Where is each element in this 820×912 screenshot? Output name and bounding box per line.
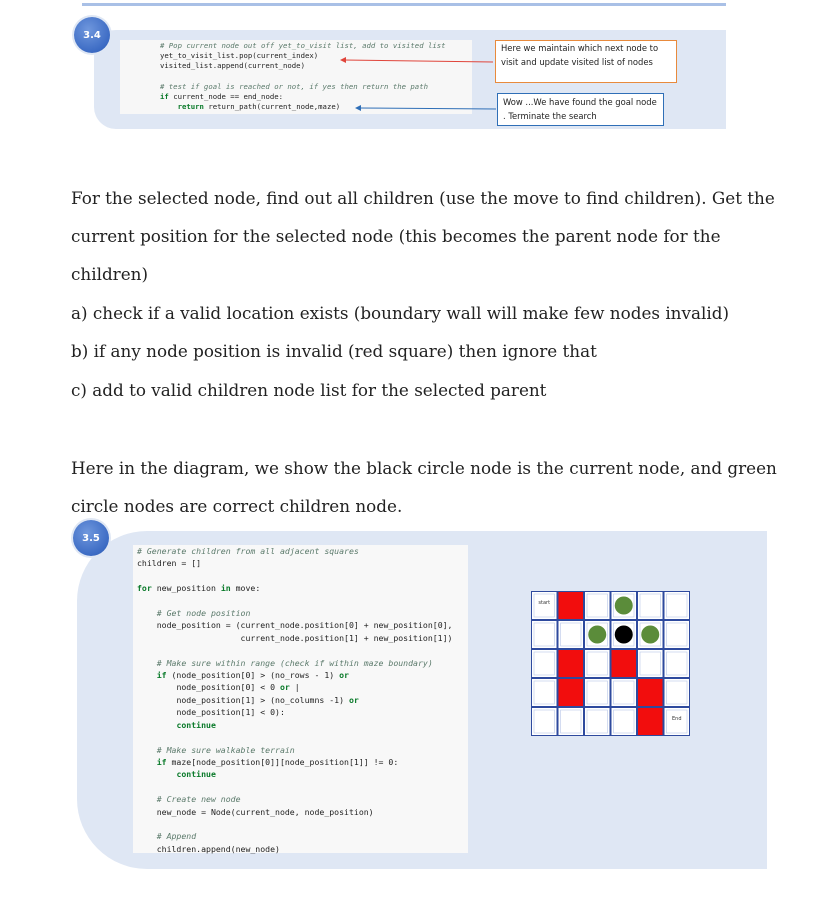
code-keyword: in: [220, 583, 231, 594]
paragraph-line: circle nodes are correct children node.: [71, 496, 403, 516]
code-keyword: if: [156, 756, 167, 767]
code-line: [137, 669, 468, 681]
code-text: [137, 782, 142, 792]
arrow-to-pop-line: [344, 60, 493, 62]
code-text: current_node.position[1] + new_position[1]): [240, 632, 453, 643]
code-comment: # test if goal is reached or not, if yes then return the path: [160, 81, 428, 91]
maze-open-cell: [664, 679, 690, 707]
list-item-c: c) add to valid children node list for the selected parent: [71, 380, 547, 400]
code-lines-3-5: [137, 545, 468, 855]
code-text: children.append(new_node): [156, 843, 280, 854]
code-line: [137, 595, 468, 607]
step-badge-3-4: 3.4: [74, 17, 110, 53]
code-comment: # Make sure within range (check if within maze boundary): [156, 657, 433, 668]
arrow-head-pop: [340, 57, 346, 63]
maze-open-cell: [611, 679, 637, 707]
code-line: [137, 719, 468, 731]
code-line: [137, 706, 468, 718]
code-text: maze[node_position[0]][node_position[1]] != 0:: [166, 756, 399, 767]
paragraph-line: current position for the selected node (this becomes the parent node for the: [71, 226, 721, 246]
code-line: [137, 607, 468, 619]
code-line: [137, 657, 468, 669]
code-text: (node_position[0] > (no_rows - 1): [166, 670, 340, 681]
maze-end-label: End: [671, 716, 682, 722]
maze-wall-cell: [638, 679, 664, 707]
maze-wall-cell: [558, 650, 584, 678]
maze-open-cell: [558, 708, 584, 736]
code-line: [137, 731, 468, 743]
code-keyword: continue: [176, 769, 216, 780]
code-text: new_position: [151, 583, 221, 594]
note-goal-found: Wow ...We have found the goal node . Terminate the search: [497, 93, 664, 126]
code-text: node_position[1] < 0):: [176, 707, 285, 718]
arrow-head-return: [355, 105, 361, 111]
code-text: node_position[1] > (no_columns -1): [176, 694, 349, 705]
maze-open-cell: [585, 679, 611, 707]
code-keyword: or: [348, 694, 359, 705]
code-keyword: continue: [176, 719, 216, 730]
code-line: [137, 545, 468, 557]
maze-open-cell: [585, 650, 611, 678]
callout-arrows: [0, 0, 820, 140]
maze-open-cell: [532, 621, 558, 649]
maze-wall-cell: [558, 592, 584, 620]
code-text: |: [289, 682, 300, 693]
code-text: visited_list.append(current_node): [160, 61, 305, 71]
maze-wall-cell: [558, 679, 584, 707]
maze-open-cell: [664, 592, 690, 620]
code-line: [137, 818, 468, 830]
code-text: node_position = (current_node.position[0] + new_position[0],: [156, 620, 453, 631]
note-visit-list: Here we maintain which next node to visit and update visited list of nodes: [495, 40, 677, 83]
maze-open-cell: [611, 708, 637, 736]
code-comment: # Make sure walkable terrain: [156, 744, 295, 755]
maze-wall-cell: [611, 650, 637, 678]
code-line: [137, 681, 468, 693]
maze-open-cell: [532, 708, 558, 736]
code-text: [137, 732, 142, 742]
code-text: children = []: [137, 558, 202, 569]
code-text: new_node = Node(current_node, node_position): [156, 806, 374, 817]
code-line: [137, 830, 468, 842]
child-node-circle: [615, 597, 633, 615]
code-line: [137, 582, 468, 594]
list-item-a: a) check if a valid location exists (boundary wall will make few nodes invalid): [71, 303, 730, 323]
arrow-to-return-line: [358, 108, 496, 109]
maze-open-cell: [638, 592, 664, 620]
child-node-circle: [588, 626, 606, 644]
code-line: [137, 768, 468, 780]
paragraph-line: children): [71, 264, 148, 284]
code-line: [137, 756, 468, 768]
code-keyword: for: [137, 583, 152, 594]
code-line: [137, 694, 468, 706]
code-line: [137, 843, 468, 855]
code-line: [137, 619, 468, 631]
code-keyword: if: [160, 92, 169, 102]
paragraph-line: For the selected node, find out all children (use the move to find children). Get the: [71, 188, 775, 208]
code-line: [137, 632, 468, 644]
paragraph-line: Here in the diagram, we show the black circle node is the current node, and green: [71, 458, 777, 478]
code-line: [137, 744, 468, 756]
code-line: [137, 781, 468, 793]
code-line: [137, 806, 468, 818]
code-comment: # Get node position: [156, 608, 251, 619]
code-text: [137, 645, 142, 655]
code-comment: # Append: [156, 831, 197, 842]
maze-open-cell: [664, 650, 690, 678]
step-badge-3-5: 3.5: [73, 520, 109, 556]
code-text: [137, 819, 142, 829]
code-text: [137, 571, 142, 581]
code-comment: # Generate children from all adjacent squares: [137, 546, 359, 556]
code-line: [137, 644, 468, 656]
code-line: [137, 557, 468, 569]
code-keyword: if: [156, 670, 167, 681]
code-block-3-5: [133, 545, 468, 853]
maze-open-cell: [585, 708, 611, 736]
code-text: current_node == end_node:: [168, 92, 284, 102]
maze-grid-diagram: [531, 591, 690, 736]
code-line: [137, 793, 468, 805]
code-comment: # Create new node: [156, 794, 241, 805]
maze-open-cell: [532, 679, 558, 707]
current-node-circle: [615, 626, 633, 644]
code-text: node_position[0] < 0: [176, 682, 280, 693]
code-text: [137, 596, 142, 606]
maze-open-cell: [638, 650, 664, 678]
maze-open-cell: [585, 592, 611, 620]
code-keyword: or: [339, 670, 349, 681]
code-line: [137, 570, 468, 582]
maze-open-cell: [664, 621, 690, 649]
maze-wall-cell: [638, 708, 664, 736]
code-text: move:: [230, 583, 261, 594]
code-comment: # Pop current node out off yet_to_visit list, add to visited list: [160, 41, 446, 50]
maze-start-label: start: [538, 600, 551, 606]
code-text: return_path(current_node,maze): [203, 102, 341, 112]
code-keyword: return: [177, 102, 204, 112]
maze-open-cell: [558, 621, 584, 649]
list-item-b: b) if any node position is invalid (red square) then ignore that: [71, 341, 597, 361]
code-text: yet_to_visit_list.pop(current_index): [160, 51, 319, 61]
child-node-circle: [641, 626, 659, 644]
maze-open-cell: [532, 650, 558, 678]
code-keyword: or: [279, 682, 290, 693]
